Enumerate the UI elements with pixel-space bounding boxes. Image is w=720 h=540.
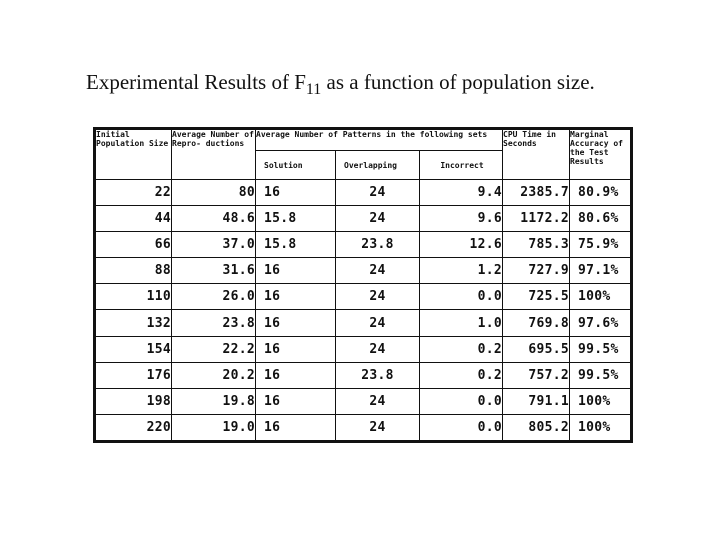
cell-cpu: 785.3 <box>503 232 570 258</box>
cell-population: 132 <box>95 310 172 336</box>
cell-solution: 15.8 <box>256 232 336 258</box>
cell-accuracy: 100% <box>570 388 632 414</box>
header-patterns: Average Number of Patterns in the following sets <box>256 129 503 151</box>
cell-accuracy: 97.1% <box>570 258 632 284</box>
cell-incorrect: 9.6 <box>420 206 503 232</box>
cell-reproductions: 26.0 <box>172 284 256 310</box>
cell-accuracy: 100% <box>570 414 632 441</box>
cell-population: 198 <box>95 388 172 414</box>
cell-solution: 15.8 <box>256 206 336 232</box>
table-row <box>95 258 632 284</box>
cell-incorrect: 0.0 <box>420 414 503 441</box>
cell-reproductions: 20.2 <box>172 362 256 388</box>
cell-accuracy: 97.6% <box>570 310 632 336</box>
cell-population: 88 <box>95 258 172 284</box>
cell-accuracy: 80.9% <box>570 180 632 206</box>
slide-title <box>86 70 686 98</box>
cell-population: 154 <box>95 336 172 362</box>
cell-reproductions: 48.6 <box>172 206 256 232</box>
cell-incorrect: 0.2 <box>420 336 503 362</box>
cell-cpu: 727.9 <box>503 258 570 284</box>
cell-overlapping: 24 <box>336 414 420 441</box>
cell-solution: 16 <box>256 414 336 441</box>
cell-accuracy: 99.5% <box>570 362 632 388</box>
table-row <box>95 284 632 310</box>
cell-cpu: 2385.7 <box>503 180 570 206</box>
table-row <box>95 180 632 206</box>
cell-solution: 16 <box>256 336 336 362</box>
cell-accuracy: 100% <box>570 284 632 310</box>
cell-accuracy: 80.6% <box>570 206 632 232</box>
cell-incorrect: 1.2 <box>420 258 503 284</box>
cell-population: 22 <box>95 180 172 206</box>
header-accuracy: Marginal Accuracy of the Test Results <box>570 129 632 180</box>
header-solution: Solution <box>256 151 336 180</box>
cell-incorrect: 12.6 <box>420 232 503 258</box>
cell-solution: 16 <box>256 388 336 414</box>
cell-solution: 16 <box>256 180 336 206</box>
cell-reproductions: 31.6 <box>172 258 256 284</box>
table-row <box>95 414 632 441</box>
header-reproductions: Average Number of Repro- ductions <box>172 129 256 180</box>
cell-overlapping: 23.8 <box>336 362 420 388</box>
cell-cpu: 757.2 <box>503 362 570 388</box>
cell-incorrect: 0.0 <box>420 284 503 310</box>
cell-cpu: 695.5 <box>503 336 570 362</box>
cell-cpu: 1172.2 <box>503 206 570 232</box>
cell-reproductions: 37.0 <box>172 232 256 258</box>
cell-overlapping: 24 <box>336 388 420 414</box>
cell-overlapping: 24 <box>336 206 420 232</box>
table-row <box>95 388 632 414</box>
table-row <box>95 362 632 388</box>
cell-reproductions: 19.0 <box>172 414 256 441</box>
cell-accuracy: 75.9% <box>570 232 632 258</box>
title-rest: as a function of population size. <box>321 70 595 94</box>
results-body <box>95 180 632 442</box>
cell-incorrect: 0.0 <box>420 388 503 414</box>
table-row <box>95 336 632 362</box>
header-overlapping: Overlapping <box>336 151 420 180</box>
title-main: Experimental Results of F <box>86 70 306 94</box>
cell-incorrect: 9.4 <box>420 180 503 206</box>
cell-overlapping: 23.8 <box>336 232 420 258</box>
table-row <box>95 232 632 258</box>
cell-reproductions: 80 <box>172 180 256 206</box>
cell-overlapping: 24 <box>336 284 420 310</box>
cell-incorrect: 0.2 <box>420 362 503 388</box>
cell-overlapping: 24 <box>336 336 420 362</box>
cell-cpu: 791.1 <box>503 388 570 414</box>
cell-population: 110 <box>95 284 172 310</box>
cell-overlapping: 24 <box>336 258 420 284</box>
cell-overlapping: 24 <box>336 310 420 336</box>
header-population: Initial Population Size <box>95 129 172 180</box>
cell-solution: 16 <box>256 362 336 388</box>
title-subscript: 11 <box>305 81 322 98</box>
cell-accuracy: 99.5% <box>570 336 632 362</box>
cell-reproductions: 23.8 <box>172 310 256 336</box>
table-row <box>95 206 632 232</box>
cell-cpu: 725.5 <box>503 284 570 310</box>
header-incorrect: Incorrect <box>420 151 503 180</box>
cell-overlapping: 24 <box>336 180 420 206</box>
cell-cpu: 805.2 <box>503 414 570 441</box>
header-cpu: CPU Time in Seconds <box>503 129 570 180</box>
cell-solution: 16 <box>256 310 336 336</box>
cell-solution: 16 <box>256 284 336 310</box>
cell-population: 44 <box>95 206 172 232</box>
cell-population: 66 <box>95 232 172 258</box>
results-table <box>93 127 633 443</box>
cell-incorrect: 1.0 <box>420 310 503 336</box>
cell-reproductions: 19.8 <box>172 388 256 414</box>
cell-reproductions: 22.2 <box>172 336 256 362</box>
table-row <box>95 310 632 336</box>
cell-population: 220 <box>95 414 172 441</box>
cell-population: 176 <box>95 362 172 388</box>
cell-cpu: 769.8 <box>503 310 570 336</box>
cell-solution: 16 <box>256 258 336 284</box>
